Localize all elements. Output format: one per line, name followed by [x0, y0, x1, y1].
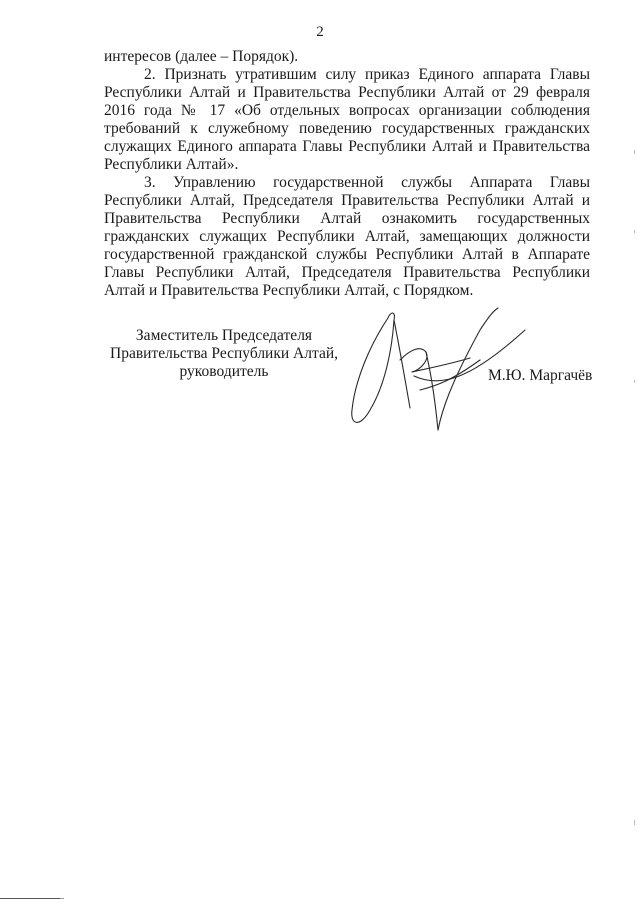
position-line: Правительства Республики Алтай,	[110, 345, 338, 362]
scan-edge-mark	[634, 230, 635, 233]
paragraph-2: 2. Признать утратившим силу приказ Единого аппарата Главы Республики Алтай и Правительства Республики Алтай от 29 февраля 2016 года № 17 «Об отдельных вопросах организации соблюдения требований к служебному поведению государственных гражданских служащих Единого аппарата Главы Республики Алтай и Правительства Республики Алтай».	[104, 66, 590, 173]
position-line: Заместитель Председателя	[135, 327, 313, 344]
signatory-name: М.Ю. Маргачёв	[488, 367, 593, 384]
scan-edge-mark	[634, 150, 635, 154]
scan-edge-mark	[60, 898, 64, 899]
document-body	[104, 48, 590, 300]
scan-edge-mark	[634, 820, 635, 825]
position-line: руководитель	[179, 363, 269, 380]
scan-edge-mark	[634, 380, 635, 383]
paragraph-continuation: интересов (далее – Порядок).	[104, 48, 299, 65]
handwritten-signature	[330, 290, 530, 440]
page-number: 2	[316, 24, 324, 40]
scan-edge-mark	[0, 898, 60, 899]
paragraph-3: 3. Управлению государственной службы Аппарата Главы Республики Алтай, Председателя Правительства Республики Алтай и Правительства Республики Алтай ознакомить государственных гражданских служащих Республики Алтай, замещающих должности государственной гражданской службы Республики Алтай в Аппарате Главы Республики Алтай, Председателя Правительства Республики Алтай и Правительства Республики Алтай, с Порядком.	[104, 174, 590, 299]
signatory-position	[104, 327, 344, 381]
